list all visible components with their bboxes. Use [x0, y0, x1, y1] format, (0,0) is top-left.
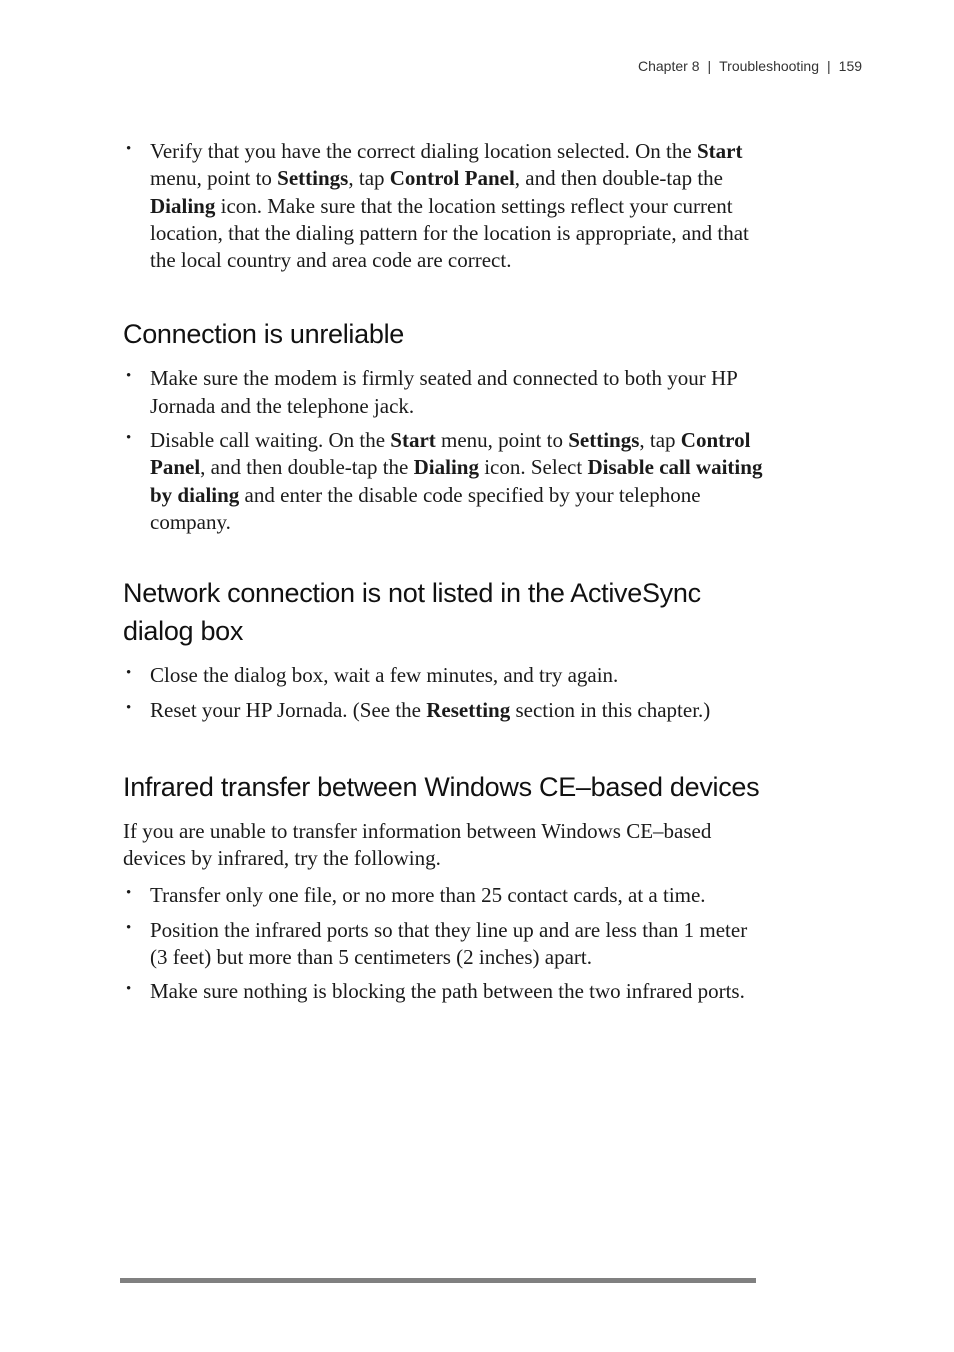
intro-bullet-list [123, 138, 763, 274]
list-item: • Transfer only one file, or no more than 25 contact cards, at a time. [123, 882, 763, 909]
list-item: • Make sure nothing is blocking the path between the two infrared ports. [123, 978, 763, 1005]
bullet-list [123, 882, 763, 1005]
bullet-icon: • [126, 368, 132, 385]
list-item: • Make sure the modem is firmly seated and connected to both your HP Jornada and the telephone jack. [123, 365, 763, 420]
bullet-list [123, 662, 763, 724]
chapter-label: Chapter 8 [638, 58, 700, 74]
bullet-icon: • [126, 141, 132, 157]
section-paragraph: If you are unable to transfer information between Windows CE–based devices by infrared, try the following. [123, 818, 712, 871]
header-separator: | [707, 58, 712, 74]
page-body [123, 138, 763, 1013]
bullet-icon: • [126, 885, 132, 902]
page-number: 159 [838, 58, 863, 74]
section-label: Troubleshooting [719, 58, 820, 74]
bullet-icon: • [126, 919, 132, 936]
header-separator: | [827, 58, 831, 74]
bullet-icon: • [126, 981, 132, 998]
section-heading: Infrared transfer between Windows CE–based devices [123, 771, 760, 802]
running-head [638, 58, 862, 74]
section-heading: Network connection is not listed in the ActiveSync dialog box [123, 578, 701, 647]
list-item: • Position the infrared ports so that they line up and are less than 1 meter (3 feet) but more than 5 centimeters (2 inches) apart. [123, 917, 763, 972]
bullet-list [123, 365, 763, 536]
bullet-icon: • [126, 699, 132, 716]
footer-rule [120, 1278, 756, 1283]
section-heading: Connection is unreliable [123, 319, 404, 350]
list-item: • Close the dialog box, wait a few minutes, and try again. [123, 662, 763, 689]
bullet-icon: • [126, 665, 132, 682]
list-item: • Disable call waiting. On the Start menu, point to Settings, tap Control Panel, and then double-tap the Dialing icon. Select Disable call waiting by dialing and enter the disable code specified by your telephone company. [123, 427, 763, 536]
bullet-icon: • [126, 430, 132, 447]
list-item: • Verify that you have the correct dialing location selected. On the Start menu, point to Settings, tap Control Panel, and then double-tap the Dialing icon. Make sure that the location settings reflect your current location, that the dialing pattern for the location is appropriate, and that the local country and area code are correct. [123, 138, 763, 274]
list-item: • Reset your HP Jornada. (See the Resetting section in this chapter.) [123, 697, 763, 724]
